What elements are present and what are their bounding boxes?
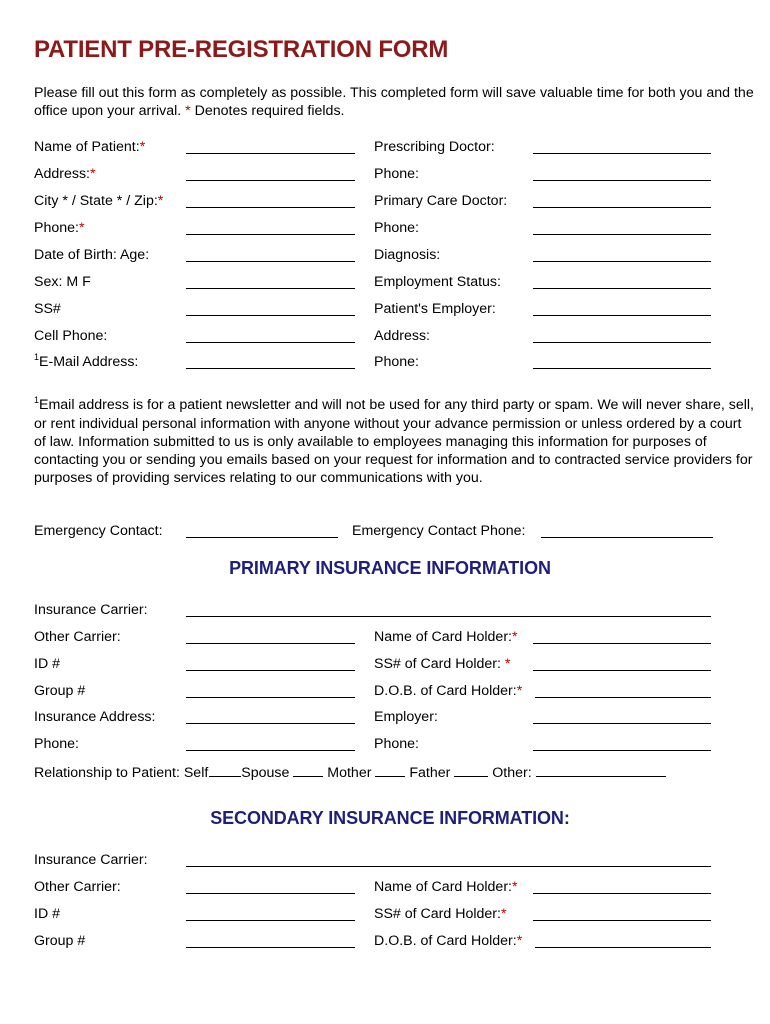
label-cell-phone: Cell Phone: [34,328,108,344]
field-relationship-spouse[interactable] [293,762,323,777]
field-emergency-contact[interactable] [186,537,338,538]
label-patients-employer: Patient's Employer: [374,301,496,317]
field-primary-employer-phone[interactable] [533,750,711,751]
footnote-text: Email address is for a patient newsletter and will not be used for any third party or spam. We will never share, sell, or rent individual personal information with anyone without your advance permission or unless ordered by a court of law. Information submitted to us is only available to employees managing this information for purposes of contacting you or sending you emails based on your request for information and to contracted service providers for purposes of providing services relating to our communications with you. [34,397,754,486]
field-name-of-patient[interactable] [186,153,355,154]
field-phone[interactable] [186,234,355,235]
intro-paragraph [34,84,754,120]
field-patients-employer[interactable] [533,315,711,316]
label-sex: Sex: M F [34,274,91,290]
field-primary-dob-of-card-holder[interactable] [535,697,711,698]
label-ss: SS# [34,301,61,317]
field-primary-care-phone[interactable] [533,234,711,235]
footnote-marker: 1 [34,352,40,362]
label-secondary-name-of-card-holder: Name of Card Holder:* [374,879,518,895]
label-primary-dob-of-card-holder: D.O.B. of Card Holder:* [374,683,523,699]
label-secondary-insurance-carrier: Insurance Carrier: [34,852,148,868]
label-relationship-spouse: Spouse [241,765,290,781]
label-primary-other-carrier: Other Carrier: [34,629,121,645]
relationship-to-patient-row [34,762,666,782]
field-prescribing-doctor[interactable] [533,153,711,154]
label-primary-care-phone: Phone: [374,220,419,236]
field-prescribing-doctor-phone[interactable] [533,180,711,181]
field-primary-care-doctor[interactable] [533,207,711,208]
field-cell-phone[interactable] [186,342,355,343]
label-primary-insurance-address: Insurance Address: [34,709,156,725]
field-secondary-name-of-card-holder[interactable] [533,893,711,894]
field-primary-insurance-address[interactable] [186,723,355,724]
field-relationship-father[interactable] [454,762,488,777]
label-secondary-group: Group # [34,933,86,949]
field-relationship-other[interactable] [536,762,666,777]
label-primary-care-doctor: Primary Care Doctor: [374,193,508,209]
label-city-state-zip: City * / State * / Zip:* [34,193,164,209]
field-secondary-id[interactable] [186,920,355,921]
field-primary-id[interactable] [186,670,355,671]
field-employer-address[interactable] [533,342,711,343]
label-relationship-self: Relationship to Patient: Self [34,765,209,781]
primary-insurance-heading: PRIMARY INSURANCE INFORMATION [229,558,551,578]
label-employer-address: Address: [374,328,430,344]
label-email-address: $^1$E-Mail Address: [34,352,139,370]
field-employment-status[interactable] [533,288,711,289]
label-phone: Phone:* [34,220,85,236]
field-address[interactable] [186,180,355,181]
label-prescribing-doctor: Prescribing Doctor: [374,139,495,155]
label-employment-status: Employment Status: [374,274,501,290]
field-secondary-insurance-carrier[interactable] [186,866,711,867]
field-employer-phone[interactable] [533,368,711,369]
label-primary-insurance-carrier: Insurance Carrier: [34,602,148,618]
footnote-marker: 1 [34,395,40,405]
field-city-state-zip[interactable] [186,207,355,208]
label-primary-id: ID # [34,656,61,672]
field-primary-group[interactable] [186,697,355,698]
required-mark: * [185,103,191,119]
label-primary-group: Group # [34,683,86,699]
label-emergency-contact: Emergency Contact: [34,523,163,539]
label-address: Address:* [34,166,96,182]
field-ss[interactable] [186,315,355,316]
field-secondary-ss-of-card-holder[interactable] [533,920,711,921]
field-primary-phone[interactable] [186,750,355,751]
page-title: PATIENT PRE-REGISTRATION FORM [34,36,449,63]
field-emergency-contact-phone[interactable] [541,537,713,538]
label-relationship-mother: Mother [327,765,372,781]
field-date-of-birth-age[interactable] [186,261,355,262]
label-relationship-father: Father [409,765,451,781]
email-footnote [34,396,754,487]
label-secondary-other-carrier: Other Carrier: [34,879,121,895]
label-date-of-birth-age: Date of Birth: Age: [34,247,150,263]
required-note: Denotes required fields. [190,103,345,119]
label-secondary-id: ID # [34,906,61,922]
field-relationship-mother[interactable] [375,762,405,777]
field-primary-ss-of-card-holder[interactable] [533,670,711,671]
label-name-of-patient: Name of Patient:* [34,139,146,155]
intro-text: Please fill out this form as completely as possible. This completed form will save valuable time for both you and the office upon your arrival. [34,85,754,119]
field-diagnosis[interactable] [533,261,711,262]
field-sex[interactable] [186,288,355,289]
label-primary-ss-of-card-holder: SS# of Card Holder: * [374,656,511,672]
label-primary-employer: Employer: [374,709,438,725]
field-secondary-dob-of-card-holder[interactable] [535,947,711,948]
label-relationship-other: Other: [492,765,532,781]
field-secondary-other-carrier[interactable] [186,893,355,894]
field-primary-insurance-carrier[interactable] [186,616,711,617]
label-diagnosis: Diagnosis: [374,247,441,263]
label-primary-employer-phone: Phone: [374,736,419,752]
label-primary-phone: Phone: [34,736,79,752]
label-secondary-ss-of-card-holder: SS# of Card Holder:* [374,906,507,922]
field-primary-name-of-card-holder[interactable] [533,643,711,644]
label-secondary-dob-of-card-holder: D.O.B. of Card Holder:* [374,933,523,949]
label-prescribing-doctor-phone: Phone: [374,166,419,182]
label-employer-phone: Phone: [374,354,419,370]
field-primary-employer[interactable] [533,723,711,724]
label-primary-name-of-card-holder: Name of Card Holder:* [374,629,518,645]
field-primary-other-carrier[interactable] [186,643,355,644]
field-relationship-self[interactable] [209,762,241,777]
label-emergency-contact-phone: Emergency Contact Phone: [352,523,526,539]
secondary-insurance-heading: SECONDARY INSURANCE INFORMATION: [210,808,570,828]
field-secondary-group[interactable] [186,947,355,948]
field-email-address[interactable] [186,368,355,369]
